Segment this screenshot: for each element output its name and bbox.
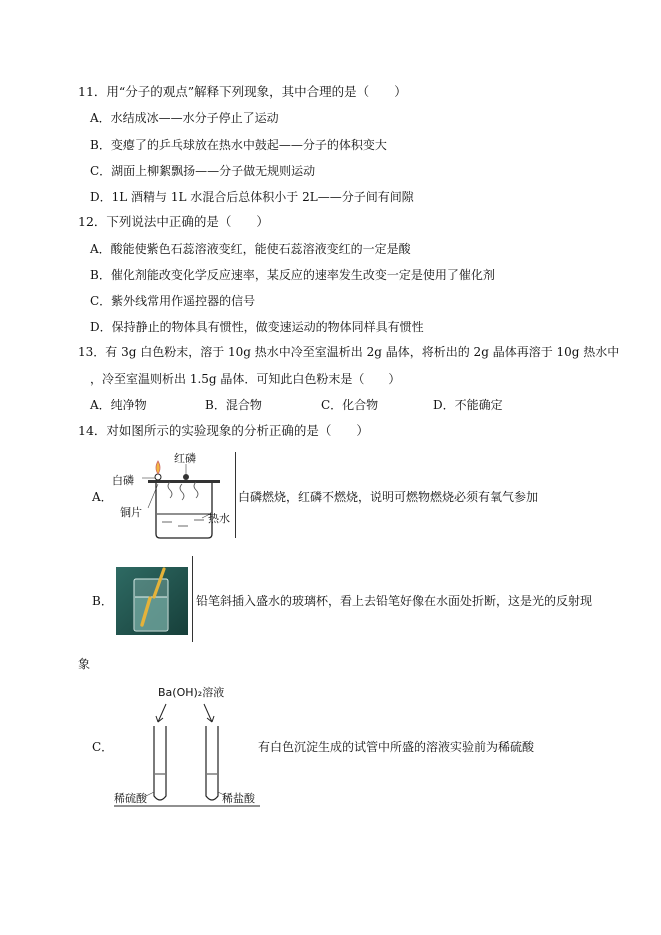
- q14-option-b-text-line1: 铅笔斜插入盛水的玻璃杯，看上去铅笔好像在水面处折断，这是光的反射现: [196, 594, 593, 608]
- question-11-stem: 11．用“分子的观点”解释下列现象，其中合理的是（ ）: [78, 84, 407, 99]
- q12-option-a: A．酸能使紫色石蕊溶液变红，能使石蕊溶液变红的一定是酸: [90, 242, 411, 256]
- q13-option-a: A．纯净物: [90, 398, 147, 412]
- pencil-in-water-photo: [116, 567, 188, 635]
- q12-option-d: D．保持静止的物体具有惯性，做变速运动的物体同样具有惯性: [90, 320, 424, 334]
- copper-plate-label: 铜片: [120, 506, 142, 519]
- white-phosphorus-label: 白磷: [112, 474, 134, 487]
- option-a-divider: [235, 452, 236, 538]
- q13-option-d: D．不能确定: [433, 398, 503, 412]
- q14-option-c-letter: C．: [92, 740, 114, 754]
- question-14-stem: 14．对如图所示的实验现象的分析正确的是（ ）: [78, 423, 369, 438]
- q12-option-b: B．催化剂能改变化学反应速率，某反应的速率发生改变一定是使用了催化剂: [90, 268, 495, 282]
- q11-option-d: D．1L 酒精与 1L 水混合后总体积小于 2L——分子间有间隙: [90, 190, 414, 204]
- q14-option-a-letter: A．: [92, 490, 113, 504]
- dilute-sulfuric-acid-label: 稀硫酸: [114, 792, 147, 805]
- q13-option-b: B．混合物: [205, 398, 262, 412]
- question-12-stem: 12．下列说法中正确的是（ ）: [78, 214, 269, 229]
- q14-option-b-letter: B．: [92, 594, 113, 608]
- q11-option-b: B．变瘪了的乒乓球放在热水中鼓起——分子的体积变大: [90, 138, 387, 152]
- dilute-hydrochloric-acid-label: 稀盐酸: [222, 792, 255, 805]
- q11-option-a: A．水结成冰——水分子停止了运动: [90, 111, 279, 125]
- barium-hydroxide-label: Ba(OH)₂溶液: [158, 686, 225, 699]
- red-phosphorus-label: 红磷: [174, 452, 196, 465]
- phosphorus-combustion-figure: [112, 448, 232, 540]
- q11-option-c: C．湖面上柳絮飘扬——分子做无规则运动: [90, 164, 316, 178]
- hot-water-label: 热水: [208, 512, 230, 525]
- question-13-stem-line1: 13．有 3g 白色粉末，溶于 10g 热水中冷至室温析出 2g 晶体，将析出的 2g 晶体再溶于 10g 热水中: [78, 345, 620, 359]
- option-b-divider: [192, 556, 193, 642]
- q14-option-b-text-line2: 象: [78, 657, 91, 671]
- q14-option-c-text: 有白色沉淀生成的试管中所盛的溶液实验前为稀硫酸: [258, 740, 535, 754]
- question-13-stem-line2: ，冷至室温则析出 1.5g 晶体．可知此白色粉末是（ ）: [90, 372, 401, 386]
- test-tubes-figure: [112, 682, 262, 812]
- pencil-glass-image: [116, 567, 188, 635]
- beaker-diagram: [112, 448, 232, 540]
- q12-option-c: C．紫外线常用作遥控器的信号: [90, 294, 256, 308]
- q13-option-c: C．化合物: [321, 398, 379, 412]
- q14-option-a-text: 白磷燃烧，红磷不燃烧，说明可燃物燃烧必须有氧气参加: [238, 490, 539, 504]
